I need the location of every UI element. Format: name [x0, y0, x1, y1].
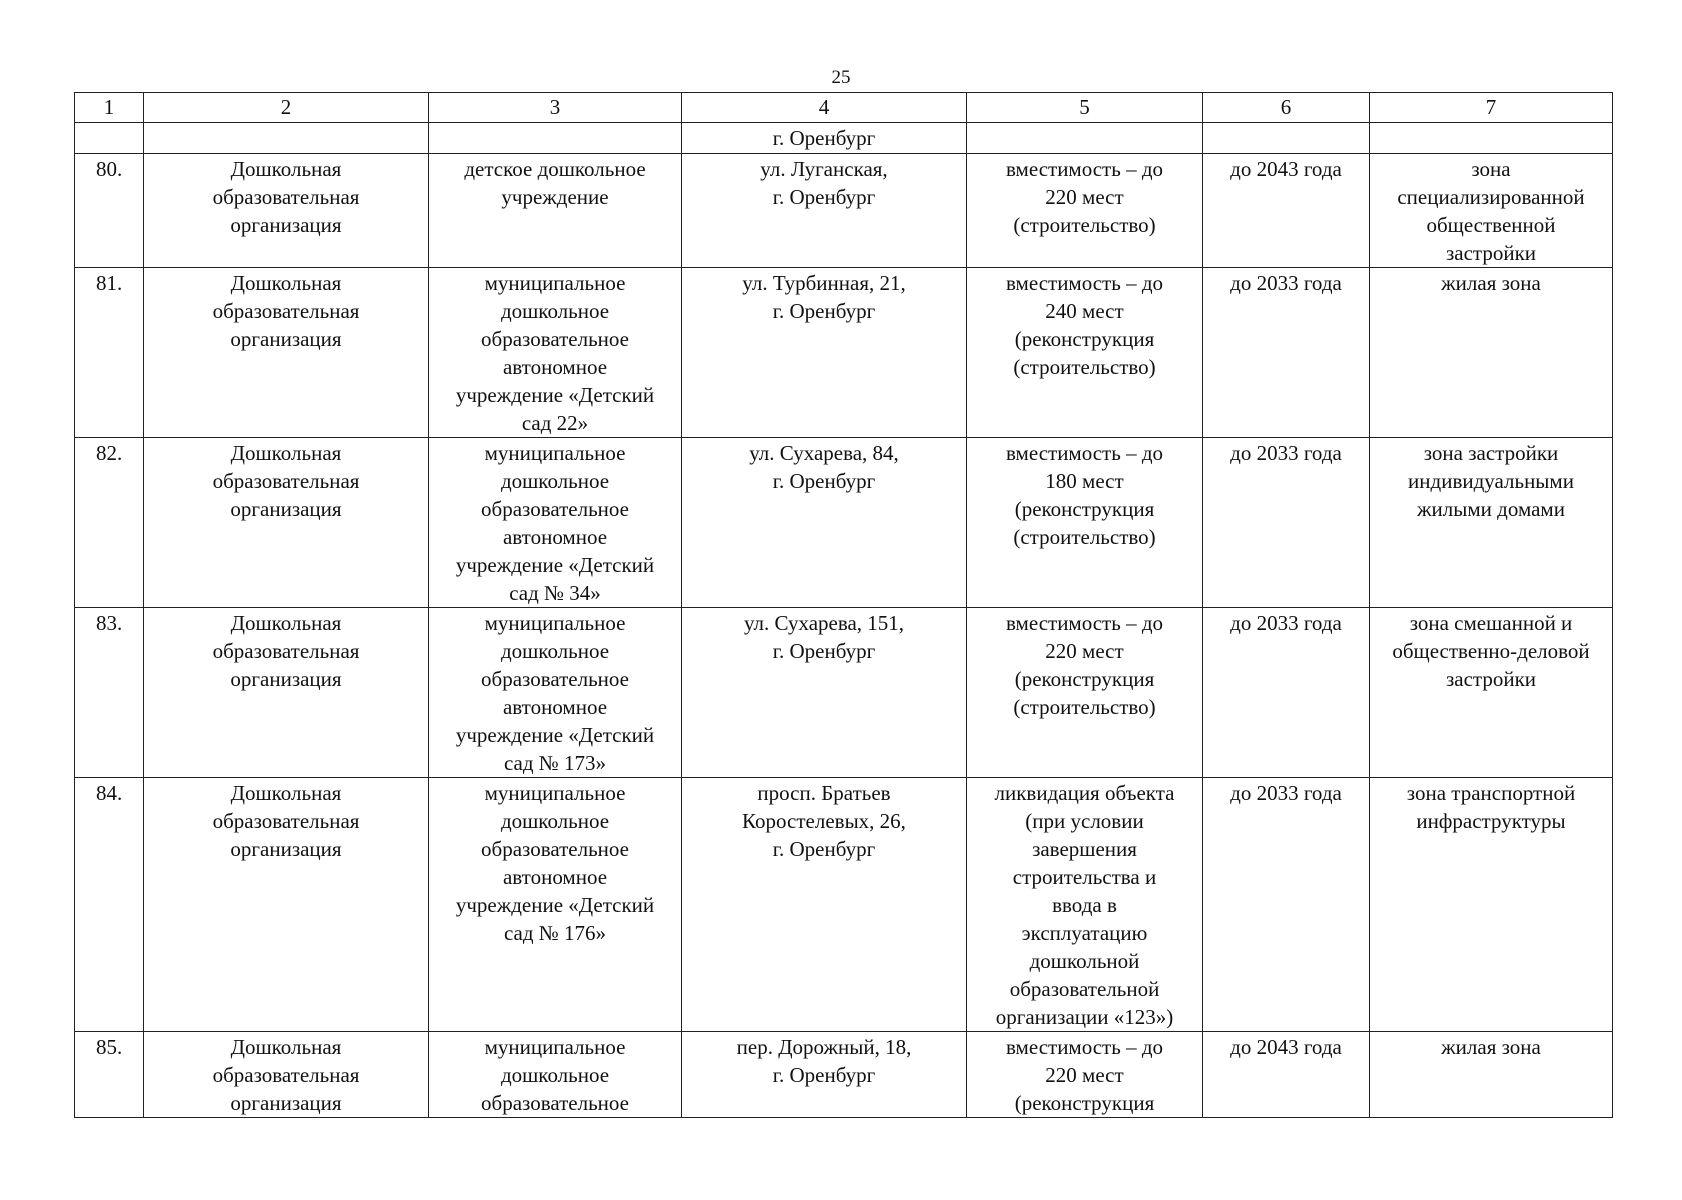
cell-line: учреждение «Детский	[455, 893, 655, 917]
column-header: 7	[1370, 93, 1613, 123]
column-header: 6	[1203, 93, 1370, 123]
cell-line: дошкольное	[500, 809, 610, 833]
cell-line: ввода в	[1052, 893, 1117, 917]
cell-line: муниципальное	[484, 781, 626, 805]
cell-line: организация	[230, 667, 342, 691]
cell-line: сад 22»	[521, 411, 589, 435]
cell-line: образовательной	[1009, 977, 1160, 1001]
cell-line: жилая зона	[1441, 271, 1541, 295]
cell-line: муниципальное	[484, 441, 626, 465]
cell-line: сад № 173»	[503, 751, 607, 775]
cell-line: общественной	[1426, 213, 1556, 237]
cell-line: до 2043 года	[1230, 1035, 1342, 1059]
cell-line: вместимость – до	[1006, 1035, 1163, 1059]
object-name-cell	[429, 268, 682, 438]
location-cell	[682, 1032, 967, 1118]
objects-table	[74, 92, 1613, 1118]
cell-line: образовательное	[481, 667, 629, 691]
deadline-cell	[1203, 438, 1370, 608]
deadline-cell	[1203, 154, 1370, 268]
location-cell	[682, 438, 967, 608]
cell-line: образовательная	[212, 1063, 360, 1087]
table-row	[75, 1032, 1613, 1118]
deadline-cell	[1203, 608, 1370, 778]
cell-line: образовательная	[212, 299, 360, 323]
cell-line: ул. Сухарева, 84,	[749, 441, 899, 465]
cell-line: ул. Луганская,	[760, 157, 888, 181]
zone-cell	[1370, 1032, 1613, 1118]
cell-line: автономное	[502, 355, 608, 379]
cell-line: автономное	[502, 865, 608, 889]
cell-line: до 2033 года	[1230, 271, 1342, 295]
cell-line: 220 мест	[1045, 1063, 1124, 1087]
cell-line: ул. Сухарева, 151,	[743, 611, 905, 635]
characteristics-cell	[967, 268, 1203, 438]
location-cell	[682, 608, 967, 778]
cell-line: учреждение	[501, 185, 609, 209]
cell-line: эксплуатацию	[1021, 921, 1148, 945]
object-type-cell	[144, 778, 429, 1032]
cell-line: жилыми домами	[1417, 497, 1565, 521]
table-row	[75, 438, 1613, 608]
characteristics-cell	[967, 1032, 1203, 1118]
cell-line: образовательное	[481, 497, 629, 521]
cell-line: (строительство)	[1013, 355, 1156, 379]
cell-line: организации «123»)	[995, 1005, 1174, 1029]
object-type-cell	[144, 154, 429, 268]
cell-line: образовательное	[481, 837, 629, 861]
object-name-cell	[429, 608, 682, 778]
table-cell	[1370, 123, 1613, 154]
object-name-cell	[429, 438, 682, 608]
zone-cell	[1370, 778, 1613, 1032]
cell-line: (при условии	[1025, 809, 1144, 833]
cell-line: г. Оренбург	[772, 837, 876, 861]
deadline-cell	[1203, 268, 1370, 438]
object-type-cell	[144, 1032, 429, 1118]
deadline-cell	[1203, 778, 1370, 1032]
cell-line: 240 мест	[1045, 299, 1124, 323]
column-number-row	[75, 93, 1613, 123]
characteristics-cell	[967, 154, 1203, 268]
cell-line: муниципальное	[484, 271, 626, 295]
location-cell	[682, 778, 967, 1032]
column-header: 1	[75, 93, 144, 123]
cell-line: сад № 176»	[503, 921, 607, 945]
cell-line: организация	[230, 497, 342, 521]
cell-line: жилая зона	[1441, 1035, 1541, 1059]
cell-line: Дошкольная	[230, 611, 342, 635]
column-header: 5	[967, 93, 1203, 123]
cell-line: организация	[230, 1091, 342, 1115]
object-type-cell	[144, 268, 429, 438]
object-name-cell	[429, 1032, 682, 1118]
cell-line: образовательная	[212, 639, 360, 663]
cell-line: вместимость – до	[1006, 441, 1163, 465]
object-type-cell	[144, 608, 429, 778]
cell-line: 220 мест	[1045, 639, 1124, 663]
cell-line: дошкольное	[500, 1063, 610, 1087]
cell-line: ликвидация объекта	[994, 781, 1175, 805]
location-cell	[682, 154, 967, 268]
column-header: 2	[144, 93, 429, 123]
page-number: 25	[831, 67, 851, 88]
cell-line: учреждение «Детский	[455, 553, 655, 577]
table-cell	[1203, 123, 1370, 154]
cell-line: инфраструктуры	[1416, 809, 1566, 833]
row-number-cell: 81.	[75, 268, 144, 438]
characteristics-cell	[967, 438, 1203, 608]
cell-line: общественно-деловой	[1392, 639, 1590, 663]
table-row	[75, 778, 1613, 1032]
cell-line: образовательное	[481, 1091, 629, 1115]
cell-line: вместимость – до	[1006, 157, 1163, 181]
characteristics-cell	[967, 778, 1203, 1032]
cell-line: до 2043 года	[1230, 157, 1342, 181]
cell-line: Дошкольная	[230, 1035, 342, 1059]
cell-line: (строительство)	[1013, 525, 1156, 549]
location-cell	[682, 268, 967, 438]
row-number-cell: 84.	[75, 778, 144, 1032]
cell-line: завершения	[1032, 837, 1137, 861]
cell-line: (реконструкция	[1014, 1091, 1155, 1115]
cell-line: вместимость – до	[1006, 611, 1163, 635]
column-header: 3	[429, 93, 682, 123]
table-row	[75, 268, 1613, 438]
cell-line: дошкольное	[500, 469, 610, 493]
cell-line: учреждение «Детский	[455, 723, 655, 747]
cell-line: Дошкольная	[230, 157, 342, 181]
cell-line: дошкольной	[1029, 949, 1140, 973]
cell-line: г. Оренбург	[772, 469, 876, 493]
cell-line: (реконструкция	[1014, 497, 1155, 521]
cell-line: г. Оренбург	[772, 639, 876, 663]
cell-line: дошкольное	[500, 299, 610, 323]
cell-line: детское дошкольное	[464, 157, 646, 181]
cell-line: зона транспортной	[1406, 781, 1576, 805]
row-number-cell: 80.	[75, 154, 144, 268]
zone-cell	[1370, 608, 1613, 778]
object-type-cell	[144, 438, 429, 608]
cell-line: Дошкольная	[230, 271, 342, 295]
cell-line: Коростелевых, 26,	[742, 809, 906, 833]
cell-line: зона	[1471, 157, 1511, 181]
cell-line: дошкольное	[500, 639, 610, 663]
table-row	[75, 154, 1613, 268]
cell-line: автономное	[502, 525, 608, 549]
cell-line: г. Оренбург	[772, 299, 876, 323]
cell-line: г. Оренбург	[772, 1063, 876, 1087]
cell-line: застройки	[1445, 667, 1537, 691]
cell-line: муниципальное	[484, 611, 626, 635]
cell-line: образовательное	[481, 327, 629, 351]
cell-line: зона застройки	[1423, 441, 1559, 465]
cell-line: образовательная	[212, 469, 360, 493]
cell-line: до 2033 года	[1230, 781, 1342, 805]
table-cell	[144, 123, 429, 154]
zone-cell	[1370, 154, 1613, 268]
table-cell	[75, 123, 144, 154]
cell-line: организация	[230, 327, 342, 351]
zone-cell	[1370, 438, 1613, 608]
cell-line: учреждение «Детский	[455, 383, 655, 407]
cell-line: (реконструкция	[1014, 667, 1155, 691]
column-header: 4	[682, 93, 967, 123]
table-row	[75, 608, 1613, 778]
table-cell	[429, 123, 682, 154]
cell-line: индивидуальными	[1408, 469, 1574, 493]
characteristics-cell	[967, 608, 1203, 778]
cell-line: образовательная	[212, 185, 360, 209]
cell-line: специализированной	[1397, 185, 1585, 209]
cell-line: строительства и	[1012, 865, 1157, 889]
object-name-cell	[429, 154, 682, 268]
zone-cell	[1370, 268, 1613, 438]
cell-line: г. Оренбург	[772, 185, 876, 209]
continuation-row	[75, 123, 1613, 154]
cell-line: 180 мест	[1045, 469, 1124, 493]
object-name-cell	[429, 778, 682, 1032]
table-cell	[967, 123, 1203, 154]
cell-line: зона смешанной и	[1409, 611, 1573, 635]
cell-line: организация	[230, 837, 342, 861]
cell-line: Дошкольная	[230, 441, 342, 465]
cell-line: сад № 34»	[509, 581, 601, 605]
cell-line: вместимость – до	[1006, 271, 1163, 295]
cell-line: до 2033 года	[1230, 611, 1342, 635]
cell-line: 220 мест	[1045, 185, 1124, 209]
row-number-cell: 82.	[75, 438, 144, 608]
cell-line: (реконструкция	[1014, 327, 1155, 351]
cell-line: ул. Турбинная, 21,	[742, 271, 906, 295]
row-number-cell: 83.	[75, 608, 144, 778]
cell-line: образовательная	[212, 809, 360, 833]
row-number-cell: 85.	[75, 1032, 144, 1118]
cell-line: просп. Братьев	[757, 781, 891, 805]
location-cell: г. Оренбург	[682, 123, 967, 154]
cell-line: до 2033 года	[1230, 441, 1342, 465]
cell-line: застройки	[1445, 241, 1537, 265]
cell-line: организация	[230, 213, 342, 237]
deadline-cell	[1203, 1032, 1370, 1118]
cell-line: муниципальное	[484, 1035, 626, 1059]
cell-line: (строительство)	[1013, 695, 1156, 719]
cell-line: Дошкольная	[230, 781, 342, 805]
cell-line: (строительство)	[1013, 213, 1156, 237]
cell-line: автономное	[502, 695, 608, 719]
cell-line: пер. Дорожный, 18,	[736, 1035, 912, 1059]
